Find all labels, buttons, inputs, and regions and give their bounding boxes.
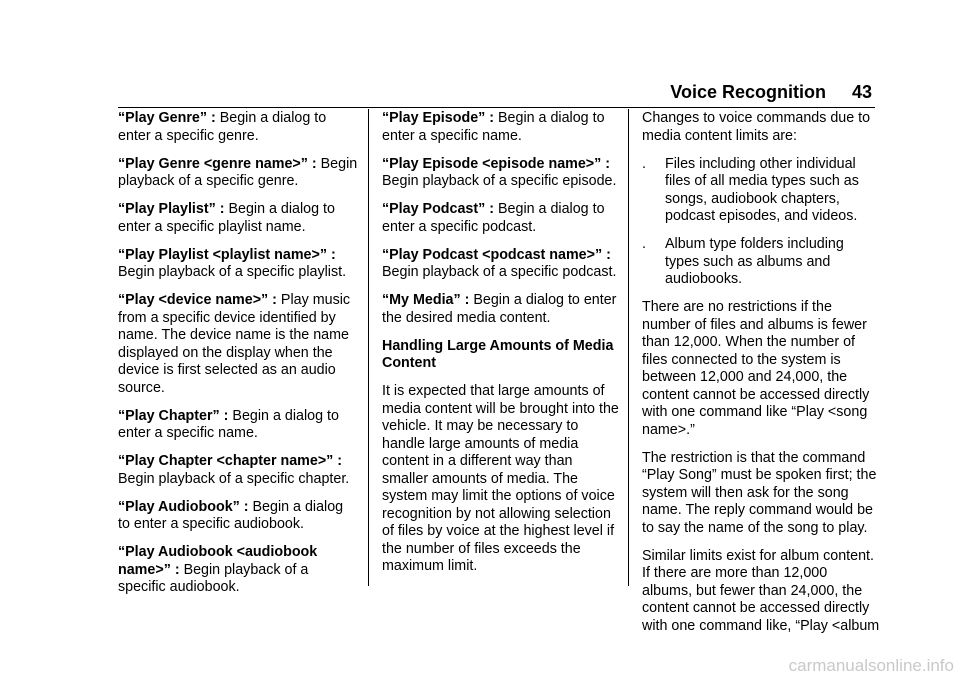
bullet-marker: . — [642, 155, 646, 172]
command-entry — [118, 201, 358, 236]
header-rule — [118, 107, 875, 108]
command-description: Begin playback of a specific chapter. — [118, 470, 350, 487]
column-1 — [118, 110, 358, 607]
command-entry — [118, 544, 358, 597]
column-divider-2 — [628, 109, 629, 586]
voice-command: “Play Chapter” : — [118, 407, 229, 424]
voice-command: “My Media” : — [382, 292, 470, 308]
command-entry — [118, 156, 358, 191]
voice-command: “Play Playlist” : — [118, 201, 225, 217]
command-description: Begin playback of a specific episode. — [382, 173, 617, 189]
column-3 — [642, 110, 880, 646]
voice-command: “Play Podcast” : — [382, 201, 495, 217]
page-number: 43 — [851, 82, 872, 102]
command-entry — [118, 499, 358, 534]
section-title: Voice Recognition — [670, 82, 826, 102]
command-description: Begin a dialog to enter a specific name. — [382, 110, 605, 144]
command-description: Begin a dialog to enter a specific audiobook. — [118, 498, 344, 532]
voice-command: “Play Genre <genre name>” : — [118, 155, 317, 172]
command-entry — [118, 110, 358, 145]
voice-command: “Play Audiobook” : — [118, 498, 249, 515]
command-entry — [118, 408, 358, 443]
command-description: Begin a dialog to enter a specific playlist name. — [118, 201, 335, 235]
page-header — [670, 80, 872, 104]
command-description: Begin playback of a specific audiobook. — [118, 561, 309, 595]
voice-command: “Play Episode <episode name>” : — [382, 155, 611, 172]
command-description: Begin playback of a specific podcast. — [382, 264, 617, 280]
command-description: Begin playback of a specific genre. — [118, 155, 358, 189]
bullet-text: Album type folders including types such as albums and audiobooks. — [665, 236, 844, 287]
bullet-text: Files including other individual files of all media types such as songs, audiobook chapters, podcast episodes, and videos. — [665, 155, 859, 224]
section-heading: Handling Large Amounts of Media Content — [382, 337, 614, 371]
voice-command: “Play Chapter <chapter name>” : — [118, 453, 343, 469]
command-entry — [382, 156, 622, 191]
voice-command: “Play Podcast <podcast name>” : — [382, 246, 611, 263]
command-entry — [118, 292, 358, 397]
bullet-marker: . — [642, 236, 646, 252]
column-divider-1 — [368, 109, 369, 586]
command-entry — [118, 453, 358, 488]
column-2 — [382, 110, 622, 586]
command-description: Begin a dialog to enter a specific name. — [118, 407, 339, 441]
paragraph: There are no restrictions if the number of files and albums is fewer than 12,000. When the number of files connected to the system is between 12,000 and 24,000, the content cannot be accessed directly with one command like “Play <song name>.” — [642, 299, 870, 438]
voice-command: “Play Episode” : — [382, 110, 495, 126]
command-description: Begin a dialog to enter a specific genre. — [118, 110, 327, 144]
command-description: Begin a dialog to enter the desired media content. — [382, 292, 617, 326]
voice-command: “Play Audiobook <audiobook name>” : — [118, 544, 318, 578]
voice-command: “Play <device name>” : — [118, 292, 277, 308]
command-entry — [118, 247, 358, 282]
paragraph: Similar limits exist for album content. If there are more than 12,000 albums, but fewer than 24,000, the content cannot be accessed directly with one command like, “Play <album — [642, 547, 880, 634]
command-entry — [382, 201, 622, 236]
command-entry — [382, 247, 622, 282]
paragraph: The restriction is that the command “Play Song” must be spoken first; the system will then ask for the song name. The reply command would be to say the name of the song to play. — [642, 449, 877, 536]
command-description: Play music from a specific device identified by name. The device name is the name displayed on the display when the device is first selected as an audio source. — [118, 292, 351, 396]
bullet-item — [642, 156, 880, 226]
paragraph: It is expected that large amounts of media content will be brought into the vehicle. It may be necessary to handle large amounts of media content in a different way than smaller amounts of media. The system may limit the options of voice recognition by not allowing selection of files by voice at the highest level if the number of files exceeds the maximum limit. — [382, 383, 619, 574]
voice-command: “Play Genre” : — [118, 110, 216, 126]
bullet-item — [642, 236, 880, 289]
command-entry — [382, 110, 622, 145]
voice-command: “Play Playlist <playlist name>” : — [118, 246, 336, 263]
command-entry — [382, 292, 622, 327]
command-description: Begin a dialog to enter a specific podcast. — [382, 201, 605, 235]
watermark: carmanualsonline.info — [788, 656, 954, 675]
command-description: Begin playback of a specific playlist. — [118, 264, 347, 280]
paragraph: Changes to voice commands due to media content limits are: — [642, 110, 871, 144]
